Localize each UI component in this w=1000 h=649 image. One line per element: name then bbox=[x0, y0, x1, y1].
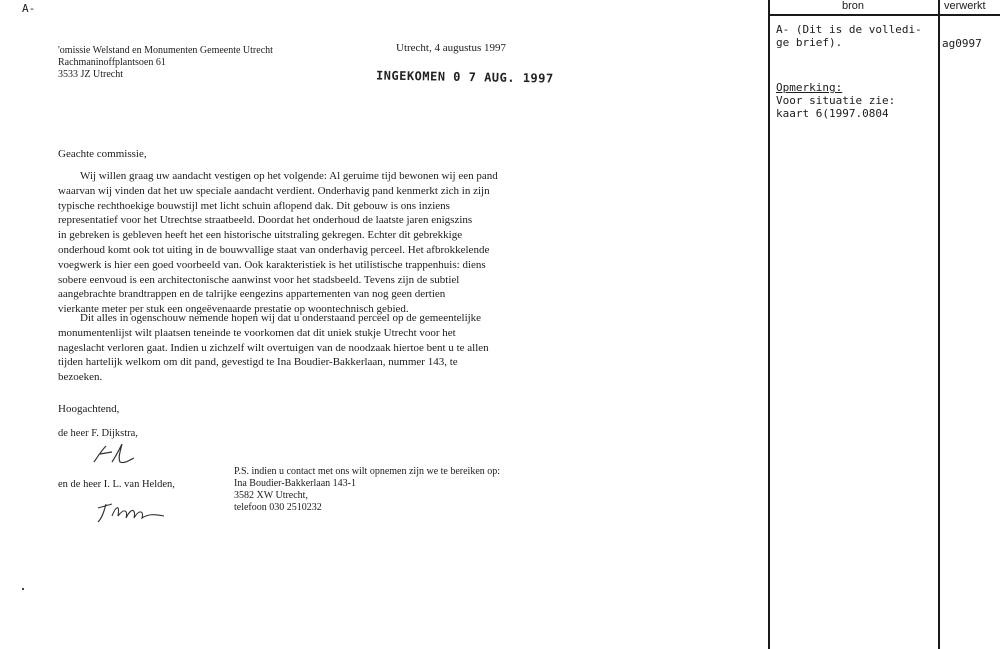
paragraph-line: waarvan wij vinden dat het uw speciale aandacht verdient. Onderhavig pand kenmerkt zich in zijn bbox=[58, 184, 490, 197]
signature-2-icon bbox=[94, 496, 174, 526]
paragraph-line: voegwerk is hier een goed voorbeeld van. Ook karakteristiek is het utilistische trappenhuis: diens bbox=[58, 258, 486, 271]
bron-note-line: ge brief). bbox=[776, 35, 843, 49]
paragraph-line: Wij willen graag uw aandacht vestigen op het volgende: Al geruime tijd bewonen wij een pand bbox=[80, 170, 498, 182]
remark-label: Opmerking: bbox=[776, 81, 843, 94]
remark-line: Voor situatie zie: bbox=[776, 94, 896, 107]
paragraph-line: typische rechthoekige bouwstijl met licht schuin aflopend dak. Dit gebouw is ons inziens bbox=[58, 199, 450, 212]
letter-date: Utrecht, 4 augustus 1997 bbox=[396, 42, 506, 54]
ps-line: 3582 XW Utrecht, bbox=[234, 490, 308, 501]
signer-1-name: de heer F. Dijkstra, bbox=[58, 428, 138, 439]
sender-address-line: Rachmaninoffplantsoen 61 bbox=[58, 57, 166, 68]
bron-note bbox=[776, 24, 922, 50]
paragraph-line: Dit alles in ogenschouw nemende hopen wij dat u onderstaand perceel op de gemeentelijke bbox=[80, 312, 482, 324]
archive-register bbox=[768, 0, 1000, 649]
register-divider bbox=[938, 0, 940, 649]
column-header-verwerkt: verwerkt bbox=[944, 0, 986, 12]
paragraph-line: monumentenlijst wilt plaatsen teneinde te voorkomen dat dit uniek stukje Utrecht voor het bbox=[58, 326, 456, 339]
ps-line: Ina Boudier-Bakkerlaan 143-1 bbox=[234, 478, 356, 489]
paragraph-line: vierkante meter per stuk een ongeëvenaarde prestatie op woontechnisch gebied. bbox=[58, 303, 409, 316]
paragraph-line: sobere eenvoud is een architectonische aanwinst voor het stadsbeeld. Tevens zijn de subtiel bbox=[58, 273, 460, 286]
body-paragraph-1 bbox=[58, 169, 528, 317]
signer-2-name: en de heer I. L. van Helden, bbox=[58, 479, 175, 490]
body-paragraph-2 bbox=[58, 311, 528, 385]
paragraph-line: bezoeken. bbox=[58, 371, 103, 384]
bron-note-line: A- (Dit is de volledi- bbox=[776, 23, 922, 36]
sender-address-line: 'omissie Welstand en Monumenten Gemeente Utrecht bbox=[58, 45, 273, 56]
register-header-rule bbox=[768, 14, 1000, 16]
ps-line: telefoon 030 2510232 bbox=[234, 502, 322, 513]
remark-text bbox=[776, 95, 895, 121]
paragraph-line: onderhoud komt ook tot uiting in de bouwvallige staat van onderhavig perceel. Het afbrokkelende bbox=[58, 243, 490, 256]
received-stamp: INGEKOMEN 0 7 AUG. 1997 bbox=[375, 68, 554, 86]
closing: Hoogachtend, bbox=[58, 403, 120, 415]
verwerkt-code: ag0997 bbox=[942, 37, 982, 50]
paragraph-line: representatief voor het Utrechtse straatbeeld. Doordat het onderhoud de laatste jaren enigszins bbox=[58, 214, 473, 227]
sender-address-line: 3533 JZ Utrecht bbox=[58, 69, 123, 80]
paragraph-line: nageslacht verloren gaat. Indien u zichzelf wilt overtuigen van de noodzaak hiertoe bent u te allen bbox=[58, 341, 489, 354]
paragraph-line: tijden hartelijk welkom om dit pand, gevestigd te Ina Boudier-Bakkerlaan, nummer 143, te bbox=[58, 356, 458, 369]
ps-line: P.S. indien u contact met ons wilt opnemen zijn we te bereiken op: bbox=[234, 466, 501, 477]
remark-line: kaart 6(1997.0804 bbox=[776, 106, 889, 120]
stray-mark bbox=[22, 588, 24, 590]
corner-mark: A- bbox=[22, 2, 36, 15]
paragraph-line: aangebrachte brandtrappen en de talrijke eengezins appartementen van nog geen dertien bbox=[58, 288, 446, 301]
paragraph-line: in gebreken is gebleven heeft het een historische uitstraling gekregen. Echter dit gebrekkige bbox=[58, 229, 463, 242]
salutation: Geachte commissie, bbox=[58, 148, 147, 160]
signature-1-icon bbox=[86, 440, 146, 468]
column-header-bron: bron bbox=[842, 0, 865, 12]
register-divider bbox=[768, 0, 770, 649]
